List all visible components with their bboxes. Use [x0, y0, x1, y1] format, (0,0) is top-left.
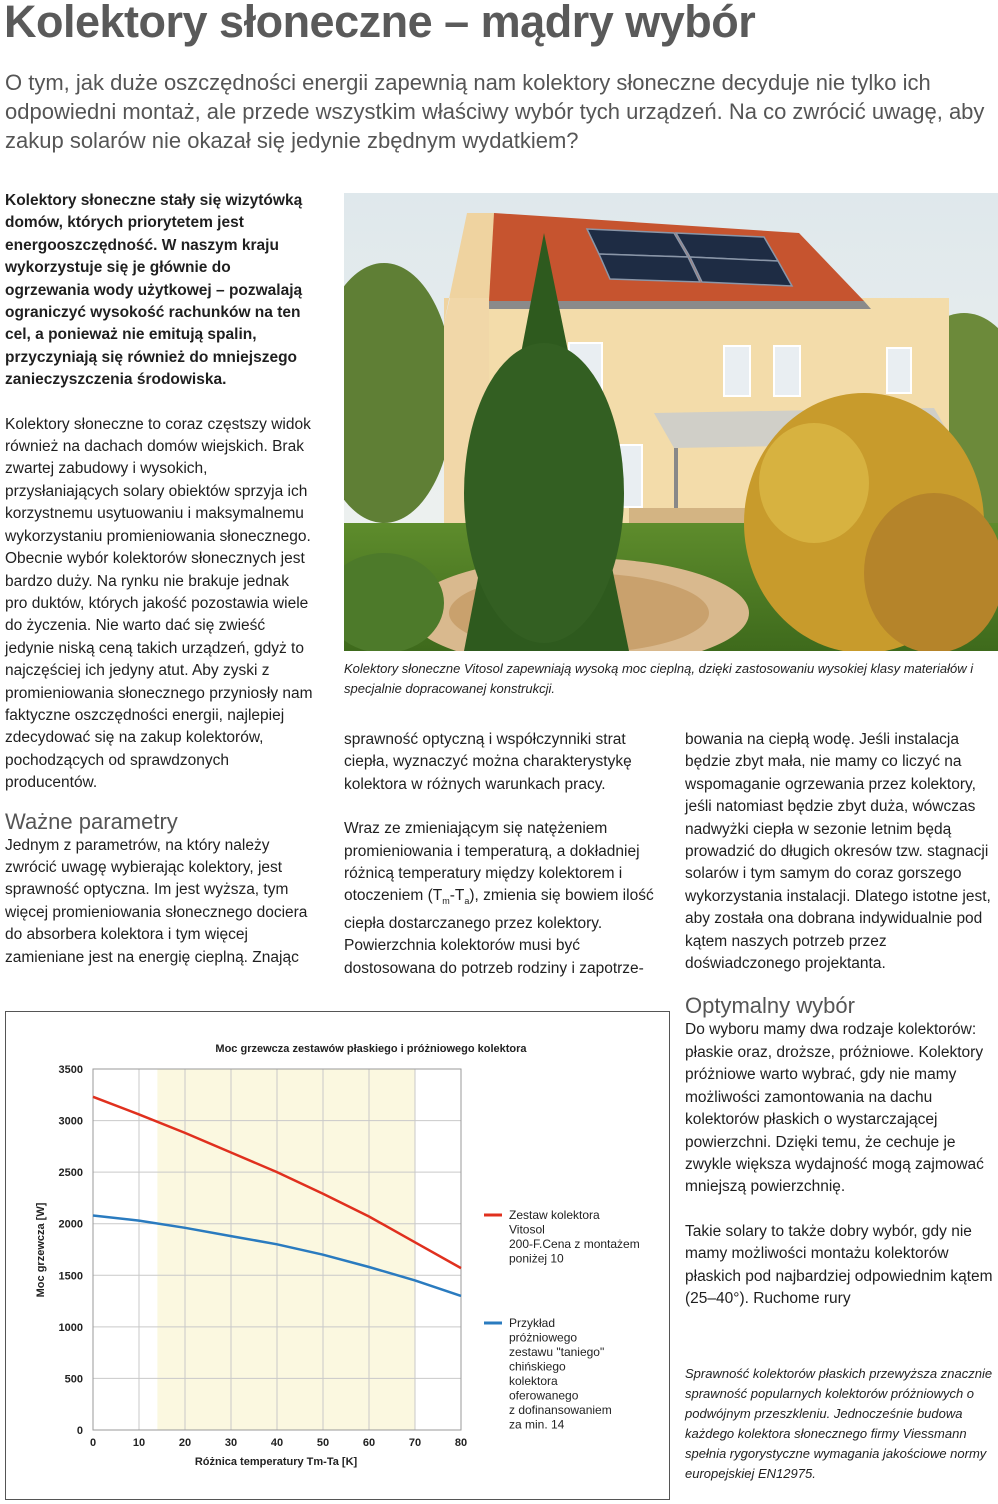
intro-bold-text: Kolektory słoneczne stały się wizytówką domów, których priorytetem jest energooszczędność.: [5, 192, 303, 254]
right-paragraph-1: bowania na ciepłą wodę. Jeśli instalacja będzie zbyt mała, nie mamy co liczyć na wspomaganie ogrzewania przez kolektory, jeśli natomiast będzie zbyt duża, wówczas nadwyżki ciepła w sezonie letnim będą prowadzić do długich okresów tzw. stagnacji solarów i tym samym do coraz gorszego wykorzystania instalacji. Dlatego istotne jest, aby została ona dobrana indywidualnie pod kątem naszych potrzeb przez doświadczonego projektanta.: [685, 731, 991, 973]
x-tick-label: 40: [270, 1437, 284, 1449]
middle-paragraph-2: [344, 818, 656, 980]
x-tick-label: 50: [316, 1437, 330, 1449]
subscript-a: a: [464, 896, 470, 907]
lead-paragraph: O tym, jak duże oszczędności energii zapewnią nam kolektory słoneczne decyduje nie tylko ich odpowiedni montaż, ale przede wszystkim właściwy wybór tych urządzeń. Na co zwrócić uwagę, aby zakup solarów nie okazał się jedynie zbędnym wydatkiem?: [5, 70, 985, 153]
y-tick-label: 500: [64, 1373, 83, 1386]
photo-caption: Kolektory słoneczne Vitosol zapewniają wysoką moc cieplną, dzięki zastosowaniu wysokiej klasy materiałów i specjalnie dopracowanej konstrukcji.: [344, 661, 974, 696]
middle-paragraph-1: sprawność optyczną i współczynniki strat ciepła, wyznaczyć można charakterystykę kolektora w różnych warunkach pracy.: [344, 731, 632, 793]
heading-wazne-parametry: Ważne parametry: [5, 808, 178, 834]
middle-p2-text-a: Wraz ze zmieniającym się natężeniem promieniowania i temperaturą, a dokładniej różnicą temperatury między kolektorem i otoczeniem (T: [344, 820, 640, 905]
chart-highlight-band: [157, 1069, 415, 1430]
chart-container: [5, 1011, 670, 1500]
x-tick-label: 60: [362, 1437, 376, 1449]
left-column: [5, 190, 315, 969]
y-tick-label: 3500: [58, 1064, 83, 1076]
body-paragraph-3: Jednym z parametrów, na który należy zwrócić uwagę wybierając kolektory, jest sprawność optyczna. Im jest wyższa, tym więcej promieniowania słonecznego dociera do absorbera kolektora i tym więcej zamieniane jest na energię cieplną. Znając: [5, 836, 308, 966]
y-tick-label: 2000: [58, 1218, 83, 1231]
middle-column: [344, 729, 656, 980]
house-photo: [344, 193, 998, 651]
y-tick-label: 0: [76, 1425, 83, 1437]
subscript-m: m: [442, 896, 450, 907]
x-tick-label: 20: [178, 1437, 192, 1449]
intro-paragraph: [5, 190, 315, 392]
power-chart: [6, 1012, 669, 1499]
y-tick-label: 3000: [58, 1115, 83, 1128]
page-title: Kolektory słoneczne – mądry wybór: [4, 0, 756, 47]
chart-y-axis-label: Moc grzewcza [W]: [35, 1202, 47, 1298]
right-paragraph-3: Takie solary to także dobry wybór, gdy nie mamy możliwości montażu kolektorów płaskich pod najbardziej odpowiednim kątem (25–40°). Ruchome rury: [685, 1222, 993, 1307]
chart-x-axis-label: Różnica temperatury Tm-Ta [K]: [194, 1456, 358, 1468]
right-column: [685, 729, 995, 1310]
middle-p2-text-b: ), zmienia się bowiem ilość ciepła dostarczanego przez kolektory. Powierzchnia kolektorów musi być dostosowana do potrzeb rodziny i zapotrze-: [344, 887, 654, 977]
x-tick-label: 0: [89, 1437, 97, 1449]
intro-bold-rest: W naszym kraju wykorzystuje się je głównie do ogrzewania wody użytkowej – pozwalają ograniczyć wysokość rachunków na ten cel, a ponieważ nie emitują spalin, przyczyniają się również do mniejszego zanieczyszczenia środowiska.: [5, 236, 303, 389]
x-tick-label: 30: [224, 1437, 238, 1449]
y-tick-label: 2500: [58, 1167, 83, 1180]
chart-title: Moc grzewcza zestawów płaskiego i próżniowego kolektora: [215, 1043, 527, 1055]
y-tick-label: 1500: [58, 1270, 83, 1283]
middle-p2-dash: -T: [449, 887, 465, 905]
legend-label-1: Zestaw kolektora Vitosol 200-F.Cena z montażem poniżej 10: [509, 1208, 640, 1266]
legend-label-2: Przykład próżniowego zestawu "taniego" chińskiego kolektora oferowanego z dofinansowaniem za min. 14: [509, 1316, 612, 1432]
x-tick-label: 10: [132, 1437, 146, 1449]
heading-optymalny-wybor: Optymalny wybór: [685, 993, 855, 1019]
x-tick-label: 80: [454, 1437, 468, 1449]
side-caption: Sprawność kolektorów płaskich przewyższa znacznie sprawność popularnych kolektorów próżniowych o podwójnym przeszkleniu. Jednocześnie budowa każdego kolektora słonecznego firmy Viessmann spełnia rygorystyczne wymagania jakościowe normy europejskiej EN12975.: [685, 1366, 993, 1481]
body-paragraph-2: Kolektory słoneczne to coraz częstszy widok również na dachach domów wiejskich. Brak zwartej zabudowy i wysokich, przysłaniających solary obiektów sprzyja ich korzystnemu usytuowaniu i maksymalnemu wykorzystaniu promieniowania słonecznego. Obecnie wybór kolektorów słonecznych jest bardzo duży. Na rynku nie brakuje jednak pro duktów, których jakość pozostawia wiele do życzenia. Nie warto dać się zwieść jedynie niską ceną takich urządzeń, gdyż to najczęściej ich jedyny atut. Aby zyski z promieniowania słonecznego przyniosły nam faktyczne oszczędności energii, najlepiej zdecydować się na zakup kolektorów, pochodzących od sprawdzonych producentów.: [5, 415, 313, 792]
right-paragraph-2: Do wyboru mamy dwa rodzaje kolektorów: płaskie oraz, droższe, próżniowe. Kolektory próżniowe warto wybrać, gdy nie mamy możliwości zamontowania na dachu kolektorów płaskich o wystarczającej powierzchni. Dzięki temu, że cechuje je zwykle większa wydajność mogą zajmować mniejszą powierzchnię.: [685, 1021, 984, 1196]
x-tick-label: 70: [408, 1437, 422, 1449]
y-tick-label: 1000: [58, 1321, 83, 1334]
